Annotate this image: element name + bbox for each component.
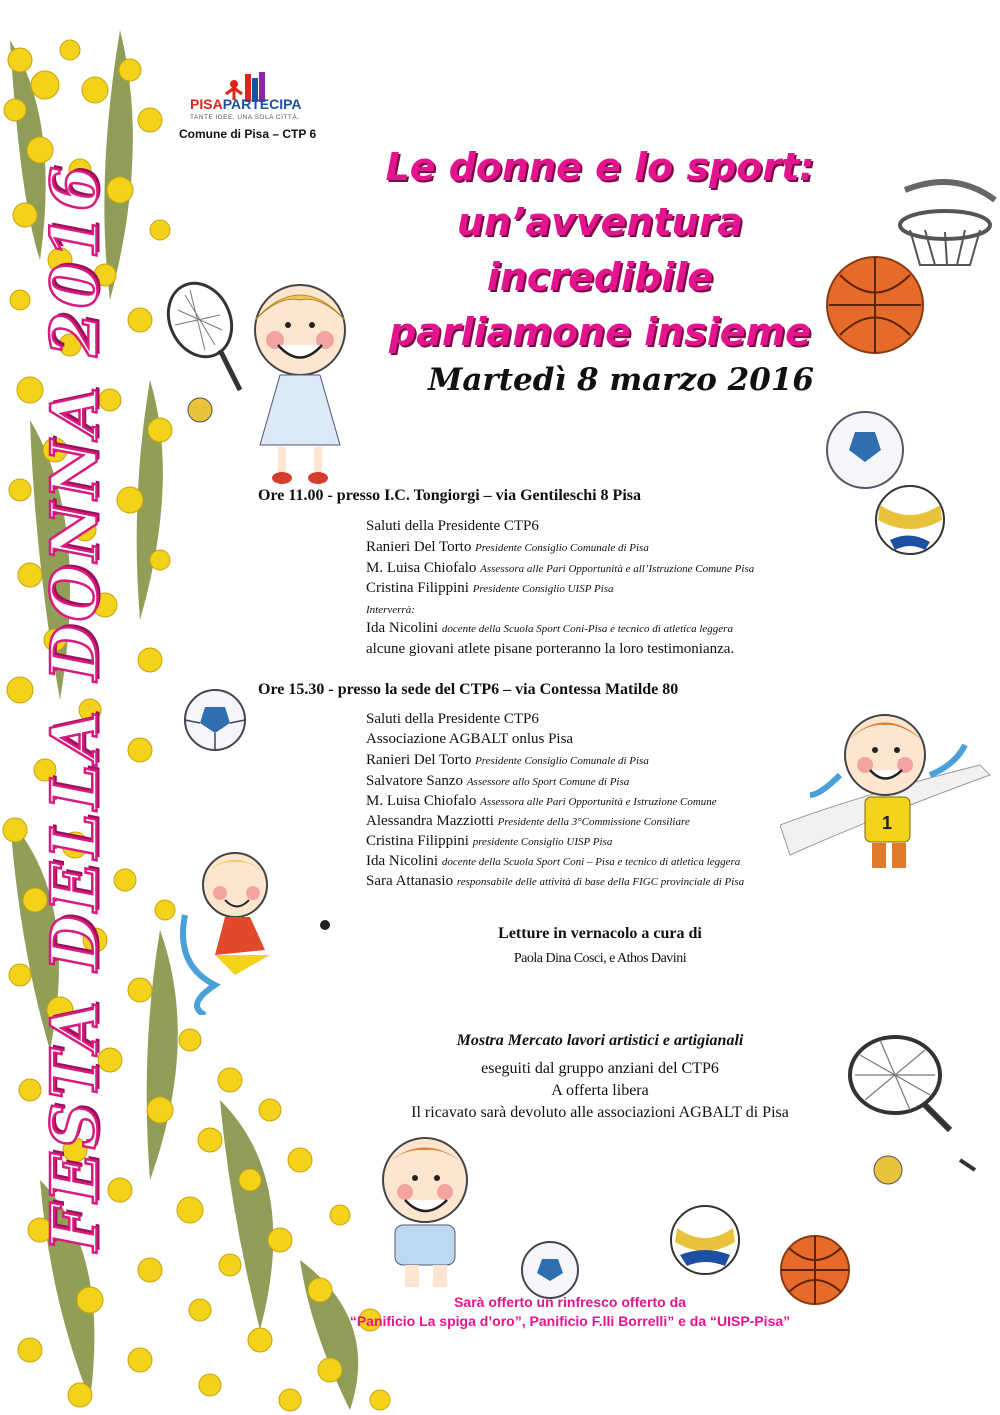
footer-line-1: Sarà offerto un rinfresco offerto da [454,1294,686,1310]
girl-tennis-illustration [160,275,390,490]
session-2-item-3 [366,752,649,769]
item-name: Alessandra Mazziotti [366,813,494,829]
item-name: Ida Nicolini [366,620,439,636]
session-2-item-9 [366,873,744,890]
headline-line-2: un’avventura incredibile [456,200,744,299]
session-2-title: Ore 15.30 - presso la sede del CTP6 – via Contessa Matilde 80 [258,681,679,698]
item-role: Presidente Consiglio Comunale di Pisa [475,542,649,554]
item-name: alcune giovani atlete pisane porteranno la loro testimonianza. [366,641,735,657]
item-name: Sara Attanasio [366,873,454,889]
item-name: Saluti della Presidente CTP6 [366,518,539,534]
mostra-line-1: eseguiti dal gruppo anziani del CTP6 [481,1060,719,1077]
soccer-ball-illustration [180,685,250,755]
mostra-line-3: Il ricavato sarà devoluto alle associazioni AGBALT di Pisa [411,1104,789,1121]
item-name: Ida Nicolini [366,853,439,869]
basketball-hoop-ball-illustration [825,170,1000,495]
item-role: Assessora alle Pari Opportunità e all’Istruzione Comune Pisa [480,563,755,575]
item-role: Assessore allo Sport Comune di Pisa [466,776,630,788]
item-name: Cristina Filippini [366,833,469,849]
session-1-item-4 [366,580,614,597]
session-2-item-8 [366,853,740,870]
item-name: M. Luisa Chiofalo [366,793,477,809]
session-1-title: Ore 11.00 - presso I.C. Tongiorgi – via Gentileschi 8 Pisa [258,487,641,504]
session-2-item-5 [366,793,717,810]
item-role: responsabile delle attività di base della FIGC provinciale di Pisa [456,876,745,888]
mostra-line-2: A offerta libera [551,1082,649,1099]
item-name: Salvatore Sanzo [366,773,464,789]
pisa-partecipa-logo [190,72,340,121]
session-2-item-1 [366,711,539,728]
logo-subtitle: Comune di Pisa – CTP 6 [179,127,317,141]
boy-runner-illustration [780,705,1000,905]
volleyball-illustration [870,480,950,560]
item-name: M. Luisa Chiofalo [366,560,477,576]
footer-line-2: “Panificio La spiga d’oro”, Panificio F.lli Borrelli” e da “UISP-Pisa” [349,1313,791,1329]
session-2-item-2 [366,731,573,748]
session-2-item-4 [366,773,629,790]
tennis-racket-illustration [840,1030,990,1190]
item-role: docente della Scuola Sport Coni – Pisa e tecnico di atletica leggera [441,856,741,868]
mostra-title: Mostra Mercato lavori artistici e artigianali [456,1032,744,1049]
session-1-item-3 [366,560,754,577]
event-date: Martedì 8 marzo 2016 [428,362,814,398]
girl-ribbon-illustration [175,845,335,1015]
headline-line-3: parliamone insieme [389,310,811,354]
letture-names: Paola Dina Cosci, e Athos Davini [513,951,687,966]
logo-word-pisa: PISA [190,96,223,112]
logo-word-partecipa: PARTECIPA [222,96,302,112]
side-title: FESTA DELLA DONNA 2016 [37,162,113,1252]
item-name: Cristina Filippini [366,580,469,596]
session-2-item-6 [366,813,690,830]
session-1-item-6 [366,620,733,637]
item-role: docente della Scuola Sport Coni-Pisa e tecnico di atletica leggera [441,623,733,635]
logo-tagline: TANTE IDEE. UNA SOLA CITTÀ. [190,114,300,121]
item-role: Assessora alle Pari Opportunità e Istruzione Comune [480,796,717,808]
item-name: Ranieri Del Torto [366,752,472,768]
item-role: Interverrà: [366,604,415,616]
session-1-item-1 [366,518,539,535]
item-role: Presidente Consiglio UISP Pisa [472,583,614,595]
session-1-item-5 [366,601,415,618]
boy-illustration [365,1130,505,1290]
session-1-item-7 [366,641,734,658]
headline [340,140,860,360]
item-name: Associazione AGBALT onlus Pisa [366,731,574,747]
item-role: Presidente Consiglio Comunale di Pisa [475,755,649,767]
item-role: Presidente della 3°Commissione Consiliare [497,816,690,828]
jersey-number: 1 [882,813,893,833]
session-1-item-2 [366,539,649,556]
volleyball-small-illustration [665,1200,745,1280]
item-name: Ranieri Del Torto [366,539,472,555]
item-name: Saluti della Presidente CTP6 [366,711,539,727]
headline-line-1: Le donne e lo sport: [385,145,815,189]
session-2-item-7 [366,833,612,850]
item-role: presidente Consiglio UISP Pisa [472,836,613,848]
letture-title: Letture in vernacolo a cura di [498,925,702,942]
